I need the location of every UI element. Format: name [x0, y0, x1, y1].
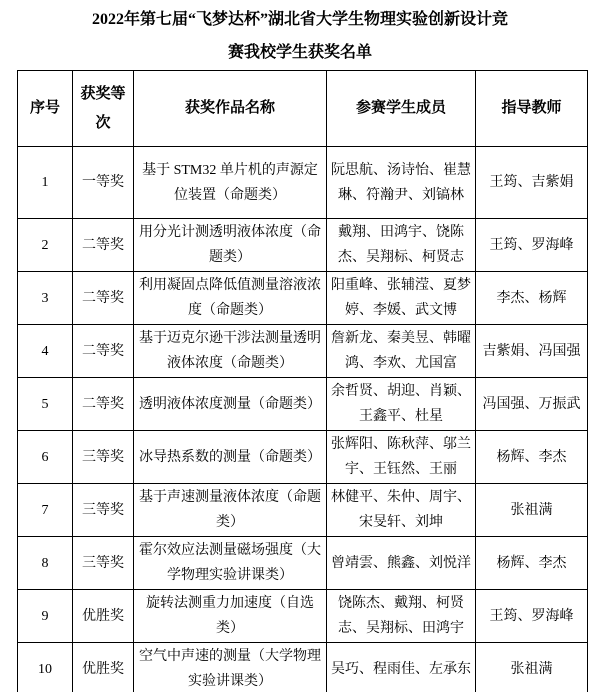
cell-award: 二等奖 — [73, 378, 134, 431]
cell-no: 10 — [18, 643, 73, 692]
header-work-title: 获奖作品名称 — [134, 71, 327, 147]
table-row — [18, 325, 588, 378]
cell-teachers: 王筠、吉紫娟 — [476, 147, 588, 219]
cell-students: 詹新龙、秦美昱、韩曜鸿、李欢、尤国富 — [327, 325, 476, 378]
table-row — [18, 431, 588, 484]
table-row — [18, 643, 588, 692]
cell-teachers: 张祖满 — [476, 484, 588, 537]
cell-no: 4 — [18, 325, 73, 378]
table-row — [18, 147, 588, 219]
cell-students: 阳重峰、张辅滢、夏梦婷、李媛、武文博 — [327, 272, 476, 325]
cell-no: 2 — [18, 219, 73, 272]
table-row — [18, 272, 588, 325]
document-title-line1: 2022年第七届“飞梦达杯”湖北省大学生物理实验创新设计竞 — [91, 11, 508, 28]
cell-no: 6 — [18, 431, 73, 484]
cell-award: 优胜奖 — [73, 590, 134, 643]
header-teachers: 指导教师 — [476, 71, 588, 147]
cell-students: 阮思航、汤诗怡、崔慧琳、符瀚尹、刘镐林 — [327, 147, 476, 219]
table-header-row — [18, 71, 588, 147]
header-award-level: 获奖等次 — [73, 71, 134, 147]
cell-students: 戴翔、田鸿宇、饶陈杰、吴翔标、柯贤志 — [327, 219, 476, 272]
cell-no: 1 — [18, 147, 73, 219]
cell-work: 基于 STM32 单片机的声源定位装置（命题类） — [134, 147, 327, 219]
cell-students: 林健平、朱仲、周宇、宋旻轩、刘坤 — [327, 484, 476, 537]
cell-teachers: 杨辉、李杰 — [476, 431, 588, 484]
cell-no: 8 — [18, 537, 73, 590]
cell-award: 三等奖 — [73, 537, 134, 590]
header-no: 序号 — [18, 71, 73, 147]
table-row — [18, 537, 588, 590]
cell-students: 张辉阳、陈秋萍、邬兰宇、王钰然、王丽 — [327, 431, 476, 484]
cell-work: 用分光计测透明液体浓度（命题类） — [134, 219, 327, 272]
cell-award: 优胜奖 — [73, 643, 134, 692]
cell-award: 一等奖 — [73, 147, 134, 219]
header-students: 参赛学生成员 — [327, 71, 476, 147]
cell-work: 利用凝固点降低值测量溶液浓度（命题类） — [134, 272, 327, 325]
cell-teachers: 吉紫娟、冯国强 — [476, 325, 588, 378]
cell-work: 基于迈克尔逊干涉法测量透明液体浓度（命题类） — [134, 325, 327, 378]
document-title-line2: 赛我校学生获奖名单 — [227, 44, 372, 61]
award-table — [17, 70, 588, 692]
cell-work: 旋转法测重力加速度（自选类） — [134, 590, 327, 643]
cell-no: 7 — [18, 484, 73, 537]
cell-teachers: 王筠、罗海峰 — [476, 219, 588, 272]
cell-award: 三等奖 — [73, 484, 134, 537]
table-row — [18, 590, 588, 643]
cell-award: 二等奖 — [73, 272, 134, 325]
cell-work: 基于声速测量液体浓度（命题类） — [134, 484, 327, 537]
cell-no: 9 — [18, 590, 73, 643]
cell-students: 曾靖雲、熊鑫、刘悦洋 — [327, 537, 476, 590]
cell-award: 三等奖 — [73, 431, 134, 484]
cell-work: 霍尔效应法测量磁场强度（大学物理实验讲课类） — [134, 537, 327, 590]
cell-work: 透明液体浓度测量（命题类） — [134, 378, 327, 431]
cell-award: 二等奖 — [73, 219, 134, 272]
cell-teachers: 张祖满 — [476, 643, 588, 692]
cell-students: 余哲贤、胡迎、肖颖、王鑫平、杜星 — [327, 378, 476, 431]
table-row — [18, 378, 588, 431]
cell-award: 二等奖 — [73, 325, 134, 378]
cell-no: 5 — [18, 378, 73, 431]
table-row — [18, 219, 588, 272]
cell-teachers: 杨辉、李杰 — [476, 537, 588, 590]
cell-teachers: 李杰、杨辉 — [476, 272, 588, 325]
table-row — [18, 484, 588, 537]
cell-students: 饶陈杰、戴翔、柯贤志、吴翔标、田鸿宇 — [327, 590, 476, 643]
cell-teachers: 王筠、罗海峰 — [476, 590, 588, 643]
cell-work: 空气中声速的测量（大学物理实验讲课类） — [134, 643, 327, 692]
cell-work: 冰导热系数的测量（命题类） — [134, 431, 327, 484]
cell-teachers: 冯国强、万振武 — [476, 378, 588, 431]
cell-no: 3 — [18, 272, 73, 325]
document-title — [0, 0, 600, 69]
cell-students: 吴巧、程雨佳、左承东 — [327, 643, 476, 692]
